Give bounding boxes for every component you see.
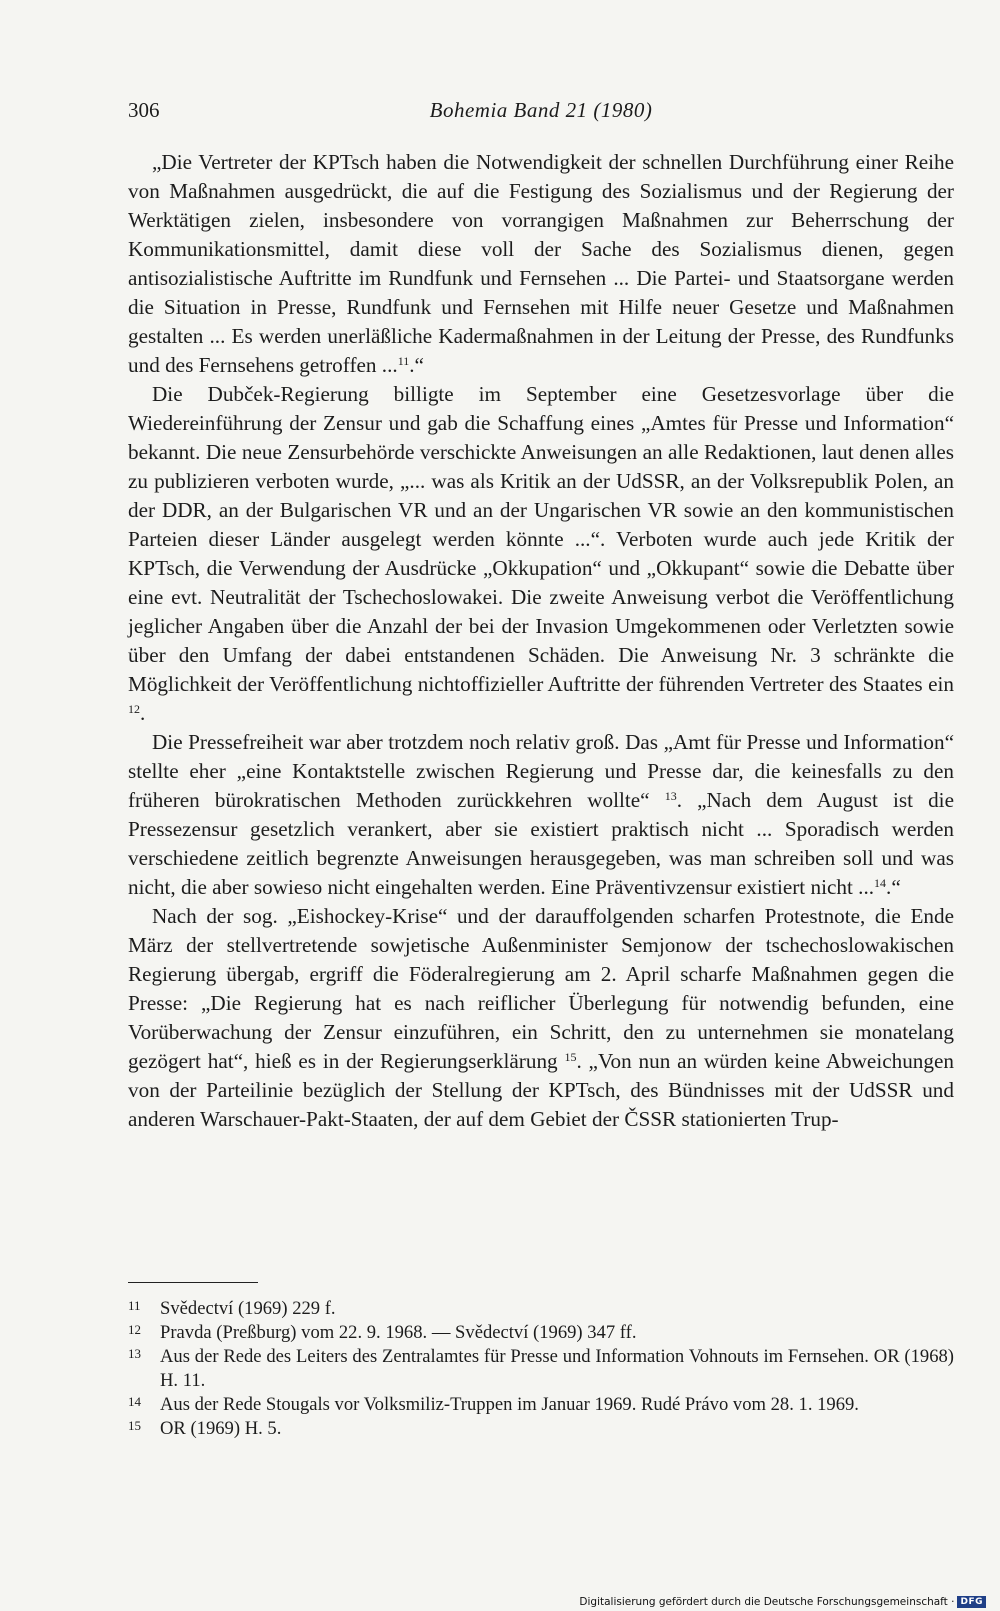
footnote-ref: 12: [128, 702, 140, 716]
footnote-number: 11: [128, 1298, 141, 1313]
footnote-number: 15: [128, 1418, 141, 1433]
paragraph: [128, 148, 954, 380]
footnote-text: OR (1969) H. 5.: [160, 1418, 282, 1439]
footnote-number: 14: [128, 1394, 141, 1409]
body-text: [128, 148, 954, 1134]
paragraph-text: Nach der sog. „Eishockey-Krise“ und der darauffolgenden scharfen Protestnote, die Ende März der stellvertretende sowjetische Außenminister Semjonow der tschechoslowakischen Regierung übergab, ergriff die Föderalregierung am 2. April scharfe Maßnahmen gegen die Presse: „Die Regierung hat es nach reiflicher Überlegung für notwendig befunden, eine Vorüberwachung der Zensur einzuführen, ein Schritt, den zu unternehmen sie monatelang gezögert hat“, hieß es in der Regierungserklärung: [128, 904, 954, 1073]
paragraph-tail: .: [140, 701, 146, 725]
credit-text: Digitalisierung gefördert durch die Deutsche Forschungsgemeinschaft ·: [579, 1596, 955, 1608]
footnote-ref: 11: [397, 354, 410, 368]
footnote: [128, 1321, 954, 1345]
paragraph-text: „Die Vertreter der KPTsch haben die Notwendigkeit der schnellen Durchführung einer Reihe von Maßnahmen ausgedrückt, die auf die Festigung des Sozialismus und der Regierung der Werktätigen zielen, insbesondere von vorrangigen Maßnahmen zur Beherrschung der Kommunikationsmittel, damit diese voll der Sache des Sozialismus dienen, gegen antisozialistische Auftritte im Rundfunk und Fernsehen ... Die Partei- und Staatsorgane werden die Situation in Presse, Rundfunk und Fernsehen mit Hilfe neuer Gesetze und Maßnahmen gestalten ... Es werden unerläßliche Kadermaßnahmen in der Leitung der Presse, des Rundfunks und des Fernsehens getroffen ...: [128, 150, 954, 377]
paragraph-tail: . „Von nun an würden keine Abweichungen von der Parteilinie bezüglich der Stellung der KPTsch, des Bündnisses mit der UdSSR und anderen Warschauer-Pakt-Staaten, der auf dem Gebiet der ČSSR stationierten Trup-: [128, 1049, 954, 1131]
dfg-logo-icon: DFG: [957, 1596, 986, 1608]
paragraph-text: Die Dubček-Regierung billigte im September eine Gesetzesvorlage über die Wiedereinführung der Zensur und gab die Schaffung eines „Amtes für Presse und Information“ bekannt. Die neue Zensurbehörde verschickte Anweisungen an alle Redaktionen, laut denen alles zu publizieren verboten wurde, „... was als Kritik an der UdSSR, an der Volksrepublik Polen, an der DDR, an der Bulgarischen VR und an der Ungarischen VR sowie an den kommunistischen Parteien dieser Länder ausgelegt werden könnte ...“. Verboten wurde auch jede Kritik der KPTsch, die Verwendung der Ausdrücke „Okkupation“ und „Okkupant“ sowie die Debatte über eine evt. Neutralität der Tschechoslowakei. Die zweite Anweisung verbot die Veröffentlichung jeglicher Angaben über die Anzahl der bei der Invasion Umgekommenen oder Verletzten sowie über den Umfang der dabei entstandenen Schäden. Die Anweisung Nr. 3 schränkte die Möglichkeit der Veröffentlichung nichtoffizieller Auftritte der führenden Vertreter des Staates ein: [128, 382, 954, 696]
footnote-ref: 13: [664, 789, 677, 803]
footnotes: [128, 1297, 954, 1441]
footnote-text: Svědectví (1969) 229 f.: [160, 1298, 336, 1319]
footnote: [128, 1297, 954, 1321]
footnote-text: Aus der Rede des Leiters des Zentralamtes für Presse und Information Vohnouts im Fernsehen. OR (1968) H. 11.: [160, 1346, 954, 1391]
running-head: Bohemia Band 21 (1980): [429, 98, 653, 122]
footnote-divider: [128, 1282, 258, 1283]
paragraph: [128, 902, 954, 1134]
footnote-ref: 14: [874, 876, 887, 890]
page-header: [128, 98, 954, 130]
paragraph-tail: . „Nach dem August ist die Pressezensur gesetzlich verankert, aber sie existiert praktisch nicht ... Sporadisch werden verschiedene zeitlich begrenzte Anweisungen herausgegeben, was man schreiben soll und was nicht, die aber sowieso nicht eingehalten werden. Eine Präventivzensur existiert nicht ...: [128, 788, 954, 899]
page-number: 306: [128, 98, 160, 122]
footnote-text: Pravda (Preßburg) vom 22. 9. 1968. — Svědectví (1969) 347 ff.: [160, 1322, 637, 1343]
paragraph: [128, 728, 954, 902]
paragraph-tail: .“: [409, 353, 424, 377]
paragraph-tail: .“: [886, 875, 901, 899]
footnote-number: 13: [128, 1346, 141, 1361]
paragraph-text: Die Pressefreiheit war aber trotzdem noch relativ groß. Das „Amt für Presse und Information“ stellte eher „eine Kontaktstelle zwischen Regierung und Presse dar, die keinesfalls zu den früheren bürokratischen Methoden zurückkehren wollte“: [128, 730, 954, 812]
paragraph: [128, 380, 954, 728]
footnote: [128, 1345, 954, 1393]
footnote-ref: 15: [564, 1050, 577, 1064]
footnote-text: Aus der Rede Stougals vor Volksmiliz-Truppen im Januar 1969. Rudé Právo vom 28. 1. 1969.: [160, 1394, 859, 1415]
footnote-number: 12: [128, 1322, 141, 1337]
footnote: [128, 1393, 954, 1417]
digitization-credit: [579, 1596, 986, 1608]
footnote: [128, 1417, 954, 1441]
